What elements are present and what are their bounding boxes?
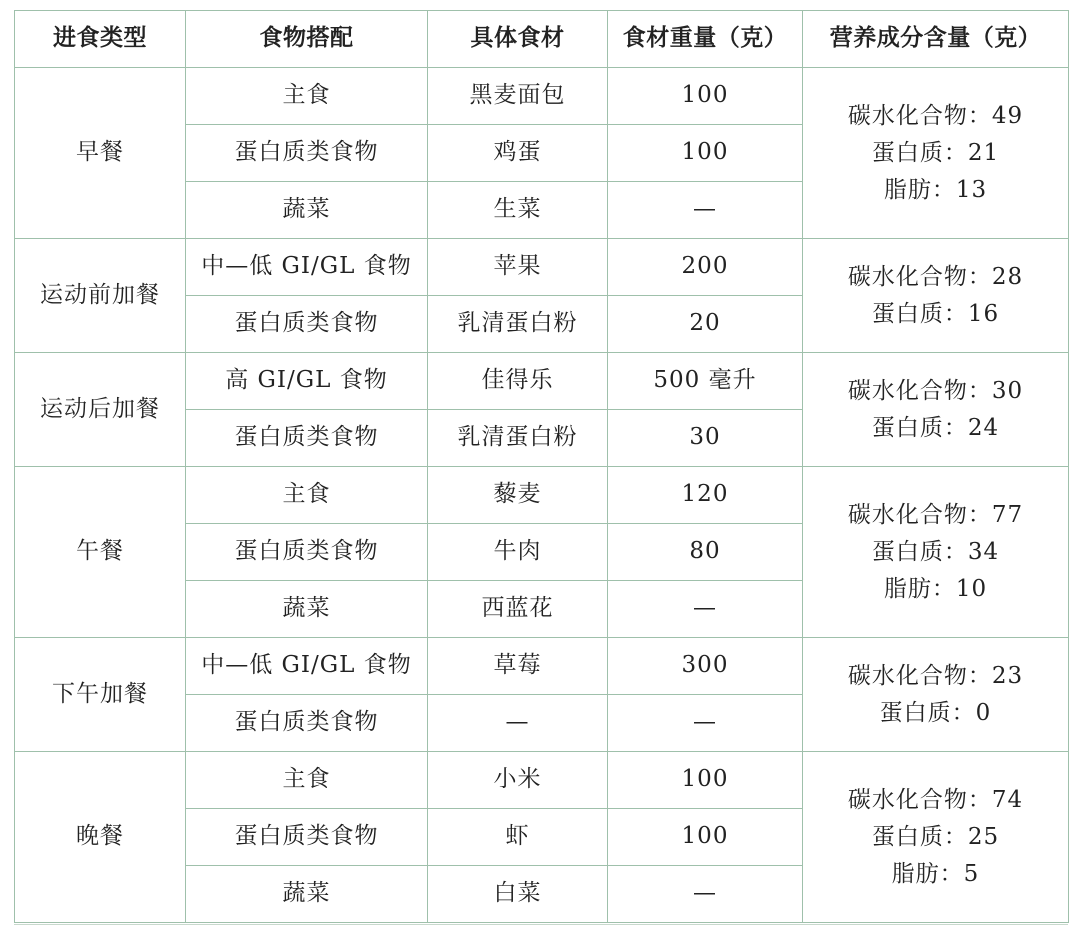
food-category-cell: 主食 — [186, 467, 428, 524]
food-category-cell: 蛋白质类食物 — [186, 410, 428, 467]
food-category-cell: 蛋白质类食物 — [186, 809, 428, 866]
weight-cell: — — [608, 695, 803, 752]
ingredient-cell: 牛肉 — [428, 524, 608, 581]
nutrition-line: 碳水化合物：49 — [847, 102, 1024, 129]
ingredient-cell: 乳清蛋白粉 — [428, 296, 608, 353]
meal-type-cell: 午餐 — [15, 467, 186, 638]
meal-type-cell: 晚餐 — [15, 752, 186, 923]
nutrition-line: 蛋白质：0 — [879, 699, 992, 726]
food-category-cell: 蔬菜 — [186, 866, 428, 923]
nutrition-line: 蛋白质：16 — [871, 300, 1000, 327]
nutrition-line: 碳水化合物：74 — [847, 786, 1024, 813]
table-row — [15, 638, 1069, 695]
header-food-combo: 食物搭配 — [186, 11, 428, 68]
ingredient-cell: 草莓 — [428, 638, 608, 695]
weight-cell: — — [608, 182, 803, 239]
nutrition-line: 蛋白质：34 — [871, 538, 1000, 565]
weight-cell: 120 — [608, 467, 803, 524]
nutrition-cell — [803, 239, 1069, 353]
meal-plan-table-container — [14, 10, 1069, 923]
nutrition-cell — [803, 752, 1069, 923]
weight-cell: 100 — [608, 752, 803, 809]
table-row — [15, 752, 1069, 809]
nutrition-line: 碳水化合物：23 — [847, 662, 1024, 689]
weight-cell: 20 — [608, 296, 803, 353]
meal-type-cell: 运动前加餐 — [15, 239, 186, 353]
food-category-cell: 高 GI/GL 食物 — [186, 353, 428, 410]
food-category-cell: 蔬菜 — [186, 581, 428, 638]
food-category-cell: 主食 — [186, 68, 428, 125]
table-row — [15, 353, 1069, 410]
ingredient-cell: 生菜 — [428, 182, 608, 239]
header-meal-type: 进食类型 — [15, 11, 186, 68]
ingredient-cell: 乳清蛋白粉 — [428, 410, 608, 467]
nutrition-line: 脂肪：10 — [883, 575, 988, 602]
weight-cell: — — [608, 581, 803, 638]
food-category-cell: 蛋白质类食物 — [186, 524, 428, 581]
ingredient-cell: — — [428, 695, 608, 752]
weight-cell: 500 毫升 — [608, 353, 803, 410]
ingredient-cell: 虾 — [428, 809, 608, 866]
weight-cell: 30 — [608, 410, 803, 467]
nutrition-line: 蛋白质：21 — [871, 139, 1000, 166]
nutrition-line: 碳水化合物：77 — [847, 501, 1024, 528]
table-row — [15, 239, 1069, 296]
nutrition-line: 碳水化合物：28 — [847, 263, 1024, 290]
nutrition-line: 碳水化合物：30 — [847, 377, 1024, 404]
ingredient-cell: 西蓝花 — [428, 581, 608, 638]
nutrition-line: 脂肪：5 — [891, 860, 980, 887]
nutrition-cell — [803, 638, 1069, 752]
food-category-cell: 蔬菜 — [186, 182, 428, 239]
table-row — [15, 68, 1069, 125]
bottom-divider — [14, 924, 1068, 925]
nutrition-cell — [803, 353, 1069, 467]
weight-cell: 100 — [608, 68, 803, 125]
ingredient-cell: 白菜 — [428, 866, 608, 923]
ingredient-cell: 藜麦 — [428, 467, 608, 524]
header-weight: 食材重量（克） — [608, 11, 803, 68]
table-row — [15, 467, 1069, 524]
ingredient-cell: 苹果 — [428, 239, 608, 296]
weight-cell: 100 — [608, 809, 803, 866]
meal-type-cell: 早餐 — [15, 68, 186, 239]
meal-plan-table — [14, 10, 1069, 923]
nutrition-cell — [803, 68, 1069, 239]
header-ingredient: 具体食材 — [428, 11, 608, 68]
weight-cell: 100 — [608, 125, 803, 182]
weight-cell: 300 — [608, 638, 803, 695]
meal-type-cell: 运动后加餐 — [15, 353, 186, 467]
header-row — [15, 11, 1069, 68]
ingredient-cell: 小米 — [428, 752, 608, 809]
weight-cell: — — [608, 866, 803, 923]
nutrition-line: 蛋白质：25 — [871, 823, 1000, 850]
food-category-cell: 中—低 GI/GL 食物 — [186, 239, 428, 296]
nutrition-line: 蛋白质：24 — [871, 414, 1000, 441]
meal-type-cell: 下午加餐 — [15, 638, 186, 752]
food-category-cell: 蛋白质类食物 — [186, 695, 428, 752]
food-category-cell: 主食 — [186, 752, 428, 809]
nutrition-line: 脂肪：13 — [883, 176, 988, 203]
nutrition-cell — [803, 467, 1069, 638]
ingredient-cell: 黑麦面包 — [428, 68, 608, 125]
food-category-cell: 蛋白质类食物 — [186, 125, 428, 182]
weight-cell: 200 — [608, 239, 803, 296]
ingredient-cell: 鸡蛋 — [428, 125, 608, 182]
weight-cell: 80 — [608, 524, 803, 581]
food-category-cell: 中—低 GI/GL 食物 — [186, 638, 428, 695]
ingredient-cell: 佳得乐 — [428, 353, 608, 410]
food-category-cell: 蛋白质类食物 — [186, 296, 428, 353]
header-nutrition: 营养成分含量（克） — [803, 11, 1069, 68]
